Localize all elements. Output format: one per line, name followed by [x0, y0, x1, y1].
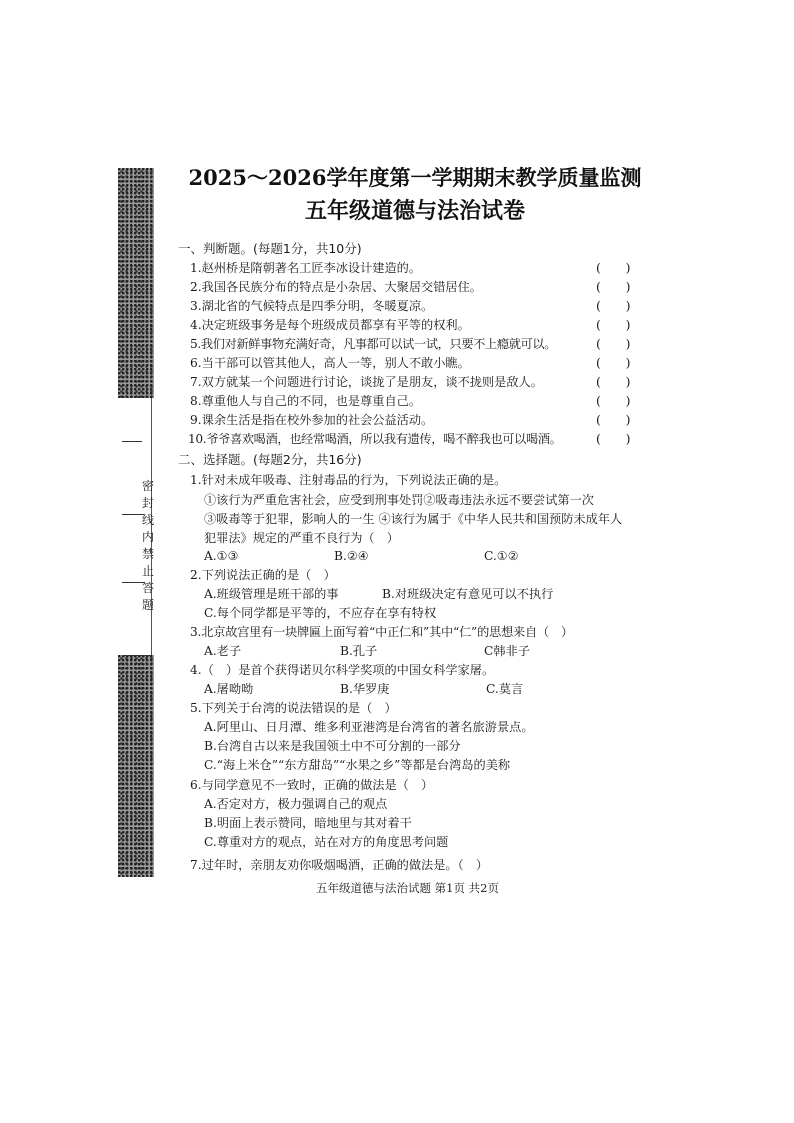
judge-item: 2.我国各民族分布的特点是小杂居、大聚居交错居住。	[190, 280, 482, 294]
answer-blank[interactable]: ( )	[596, 393, 631, 408]
option-a[interactable]: A.否定对方，极力强调自己的观点	[204, 797, 388, 811]
judge-item: 1.赵州桥是隋朝著名工匠李冰设计建造的。	[190, 261, 422, 275]
option-b[interactable]: B.②④	[334, 549, 369, 563]
option-c[interactable]: C.每个同学都是平等的，不应存在享有特权	[204, 606, 437, 620]
option-c[interactable]: C.“海上米仓”“东方甜岛”“水果之乡”等都是台湾岛的美称	[204, 758, 511, 772]
exam-subtitle: 五年级道德与法治试卷	[304, 198, 525, 224]
option-b[interactable]: B.孔子	[340, 644, 378, 658]
answer-blank[interactable]: ( )	[596, 431, 631, 446]
judge-item: 3.湖北省的气候特点是四季分明，冬暖夏凉。	[190, 299, 434, 313]
section-heading: 二、选择题。(每题2分，共16分)	[178, 452, 362, 467]
judge-item: 8.尊重他人与自己的不同，也是尊重自己。	[190, 394, 422, 408]
option-c[interactable]: C.尊重对方的观点，站在对方的角度思考问题	[204, 835, 449, 849]
binding-dash	[122, 655, 150, 656]
option-a[interactable]: A.班级管理是班干部的事	[204, 587, 339, 601]
binding-halftone-bottom	[118, 655, 154, 877]
option-a[interactable]: A.老子	[204, 644, 242, 658]
question-stem: 3.北京故宫里有一块牌匾上面写着“中正仁和”其中“仁”的思想来自（ ）	[190, 625, 573, 639]
binding-halftone-top	[118, 168, 154, 398]
exam-title: 2025～2026学年度第一学期期末教学质量监测	[188, 165, 642, 190]
page-footer: 五年级道德与法治试题 第1页 共2页	[316, 881, 499, 895]
option-c[interactable]: C.①②	[484, 549, 519, 563]
question-text: ③吸毒等于犯罪，影响人的一生 ④该行为属于《中华人民共和国预防未成年人	[204, 512, 623, 526]
judge-item: 10.爷爷喜欢喝酒，也经常喝酒，所以我有遗传，喝不醉我也可以喝酒。	[188, 432, 562, 446]
answer-blank[interactable]: ( )	[596, 374, 631, 389]
question-text: ①该行为严重危害社会，应受到刑事处罚②吸毒违法永远不要尝试第一次	[204, 493, 594, 507]
answer-blank[interactable]: ( )	[596, 298, 631, 313]
option-a[interactable]: A.屠呦呦	[204, 682, 254, 696]
judge-item: 4.决定班级事务是每个班级成员都享有平等的权利。	[190, 318, 470, 332]
question-stem: 1.针对未成年吸毒、注射毒品的行为，下列说法正确的是。	[190, 473, 507, 487]
seal-warning-text: 密封线内禁止答题	[141, 479, 154, 612]
judge-item: 5.我们对新鲜事物充满好奇，凡事都可以试一试，只要不上瘾就可以。	[190, 337, 557, 351]
option-a[interactable]: A.①③	[204, 549, 239, 563]
question-stem: 4.（ ）是首个获得诺贝尔科学奖项的中国女科学家屠。	[190, 663, 495, 677]
question-stem: 7.过年时，亲朋友劝你吸烟喝酒，正确的做法是。（ ）	[190, 858, 489, 872]
question-stem: 5.下列关于台湾的说法错误的是（ ）	[190, 701, 397, 715]
answer-blank[interactable]: ( )	[596, 336, 631, 351]
answer-blank[interactable]: ( )	[596, 279, 631, 294]
question-stem: 6.与同学意见不一致时，正确的做法是（ ）	[190, 778, 434, 792]
section-heading: 一、判断题。(每题1分，共10分)	[178, 241, 362, 256]
option-c[interactable]: C韩非子	[484, 644, 530, 658]
judge-item: 9.课余生活是指在校外参加的社会公益活动。	[190, 413, 434, 427]
answer-blank[interactable]: ( )	[596, 355, 631, 370]
question-stem: 2.下列说法正确的是（ ）	[190, 568, 336, 582]
answer-blank[interactable]: ( )	[596, 412, 631, 427]
option-b[interactable]: B.明面上表示赞同，暗地里与其对着干	[204, 816, 412, 830]
option-b[interactable]: B.华罗庚	[340, 682, 390, 696]
judge-item: 6.当干部可以管其他人，高人一等，别人不敢小瞧。	[190, 356, 470, 370]
option-a[interactable]: A.阿里山、日月潭、维多利亚港湾是台湾省的著名旅游景点。	[204, 720, 534, 734]
option-c[interactable]: C.莫言	[486, 682, 524, 696]
judge-item: 7.双方就某一个问题进行讨论，谈拢了是朋友，谈不拢则是敌人。	[190, 375, 543, 389]
question-text: 犯罪法》规定的严重不良行为（ ）	[204, 531, 399, 545]
option-b[interactable]: B.对班级决定有意见可以不执行	[382, 587, 554, 601]
binding-dash	[122, 441, 142, 442]
option-b[interactable]: B.台湾自古以来是我国领土中不可分割的一部分	[204, 739, 461, 753]
answer-blank[interactable]: ( )	[596, 317, 631, 332]
answer-blank[interactable]: ( )	[596, 260, 631, 275]
